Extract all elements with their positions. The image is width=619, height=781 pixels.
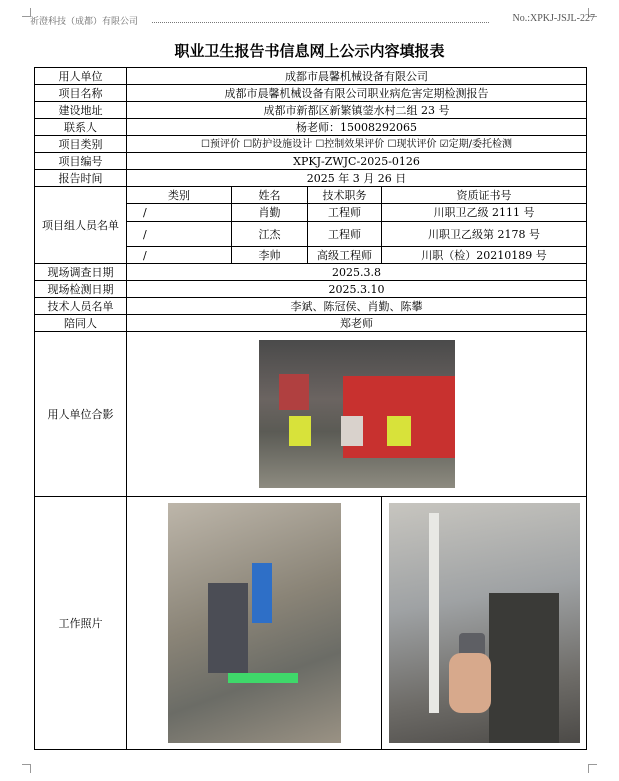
option-periodic-testing[interactable]: ☑定期/委托检测 bbox=[439, 138, 512, 150]
companion-label: 陪同人 bbox=[35, 315, 127, 332]
project-no-label: 项目编号 bbox=[35, 153, 127, 170]
option-current-status[interactable]: ☐现状评价 bbox=[387, 138, 437, 150]
header-company: 祈澄科技（成都）有限公司 bbox=[30, 17, 139, 27]
report-date-label: 报告时间 bbox=[35, 170, 127, 187]
contact-value: 杨老师：15008292065 bbox=[127, 119, 587, 136]
info-form-table bbox=[34, 67, 587, 750]
member-cert: 川职卫乙级 2111 号 bbox=[382, 204, 587, 222]
header-rule bbox=[152, 22, 489, 23]
member-category: / bbox=[127, 222, 232, 247]
row-employer bbox=[35, 68, 587, 85]
address-label: 建设地址 bbox=[35, 102, 127, 119]
option-pre-evaluation[interactable]: ☐预评价 bbox=[201, 138, 240, 150]
contact-label: 联系人 bbox=[35, 119, 127, 136]
tech-staff-label: 技术人员名单 bbox=[35, 298, 127, 315]
wall-sign bbox=[279, 374, 309, 410]
employer-label: 用人单位 bbox=[35, 68, 127, 85]
member-name: 江杰 bbox=[232, 222, 308, 247]
row-test-date bbox=[35, 281, 587, 298]
work-photo-right-cell bbox=[382, 497, 587, 750]
group-photo-image bbox=[259, 340, 455, 488]
group-photo-cell bbox=[127, 332, 587, 497]
report-date-value: 2025 年 3 月 26 日 bbox=[127, 170, 587, 187]
row-work-photos bbox=[35, 497, 587, 750]
welding-photo-image bbox=[168, 503, 341, 743]
work-photo-left-cell bbox=[127, 497, 382, 750]
page-title: 职业卫生报告书信息网上公示内容填报表 bbox=[174, 42, 445, 60]
row-companion bbox=[35, 315, 587, 332]
members-col-category: 类别 bbox=[127, 187, 232, 204]
test-date-label: 现场检测日期 bbox=[35, 281, 127, 298]
member-name: 李帅 bbox=[232, 247, 308, 264]
corner-mark bbox=[22, 764, 31, 773]
member-title: 高级工程师 bbox=[308, 247, 382, 264]
project-name-label: 项目名称 bbox=[35, 85, 127, 102]
category-options bbox=[127, 136, 587, 153]
sampler-device bbox=[252, 563, 272, 623]
option-control-effect[interactable]: ☐控制效果评价 bbox=[315, 138, 385, 150]
hand bbox=[449, 653, 491, 713]
worker bbox=[489, 593, 559, 743]
member-title: 工程师 bbox=[308, 204, 382, 222]
person bbox=[341, 416, 363, 446]
row-survey-date bbox=[35, 264, 587, 281]
row-members-header bbox=[35, 187, 587, 204]
member-cert: 川职（检）20210189 号 bbox=[382, 247, 587, 264]
worker bbox=[208, 583, 248, 673]
test-date-value: 2025.3.10 bbox=[127, 281, 587, 298]
survey-date-label: 现场调查日期 bbox=[35, 264, 127, 281]
row-report-date bbox=[35, 170, 587, 187]
welding-light bbox=[228, 673, 298, 683]
corner-mark bbox=[588, 764, 597, 773]
employer-value: 成都市晨馨机械设备有限公司 bbox=[127, 68, 587, 85]
row-contact bbox=[35, 119, 587, 136]
survey-date-value: 2025.3.8 bbox=[127, 264, 587, 281]
member-cert: 川职卫乙级第 2178 号 bbox=[382, 222, 587, 247]
project-no-value: XPKJ-ZWJC-2025-0126 bbox=[127, 153, 587, 170]
person-vest bbox=[289, 416, 311, 446]
row-address bbox=[35, 102, 587, 119]
group-photo-label: 用人单位合影 bbox=[35, 332, 127, 497]
row-tech-staff bbox=[35, 298, 587, 315]
work-photo-label: 工作照片 bbox=[35, 497, 127, 750]
members-col-cert: 资质证书号 bbox=[382, 187, 587, 204]
members-col-name: 姓名 bbox=[232, 187, 308, 204]
members-col-title: 技术职务 bbox=[308, 187, 382, 204]
member-category: / bbox=[127, 247, 232, 264]
address-value: 成都市新都区新繁镇蓥水村二组 23 号 bbox=[127, 102, 587, 119]
row-group-photo bbox=[35, 332, 587, 497]
row-project-no bbox=[35, 153, 587, 170]
header-doc-no: No.:XPKJ-JSJL-227 bbox=[512, 13, 595, 24]
member-category: / bbox=[127, 204, 232, 222]
tech-staff-value: 李斌、陈冠侯、肖勤、陈攀 bbox=[127, 298, 587, 315]
option-protection-design[interactable]: ☐防护设施设计 bbox=[243, 138, 313, 150]
noise-meter-photo-image bbox=[389, 503, 580, 743]
row-category bbox=[35, 136, 587, 153]
companion-value: 郑老师 bbox=[127, 315, 587, 332]
project-name-value: 成都市晨馨机械设备有限公司职业病危害定期检测报告 bbox=[127, 85, 587, 102]
person-vest bbox=[387, 416, 411, 446]
member-name: 肖勤 bbox=[232, 204, 308, 222]
row-project-name bbox=[35, 85, 587, 102]
member-title: 工程师 bbox=[308, 222, 382, 247]
category-label: 项目类别 bbox=[35, 136, 127, 153]
pipe bbox=[429, 513, 439, 713]
members-label: 项目组人员名单 bbox=[35, 187, 127, 264]
